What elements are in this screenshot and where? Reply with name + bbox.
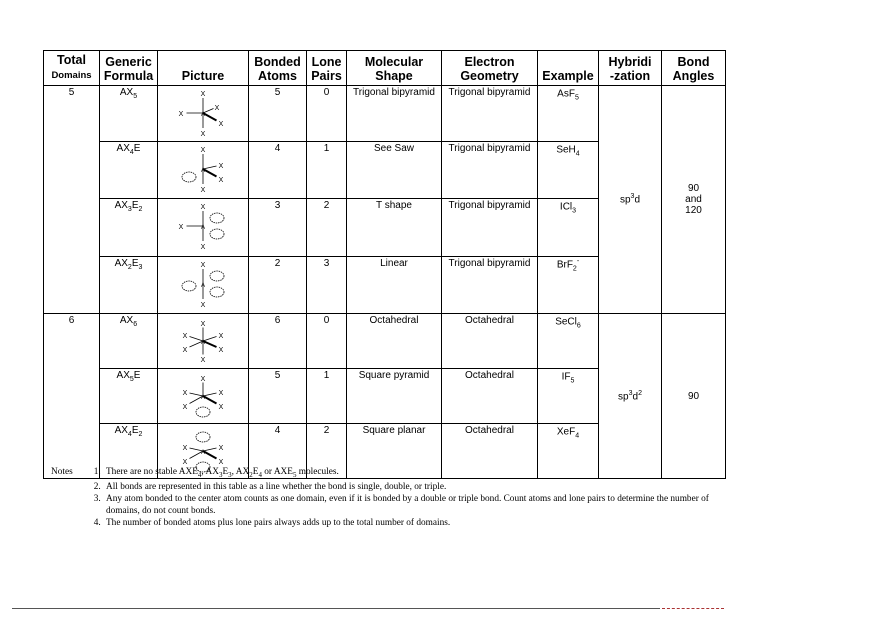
electron-geometry: Trigonal bipyramid [442, 142, 538, 199]
svg-text:X: X [218, 177, 224, 184]
header-line1: Generic [105, 55, 152, 69]
formula-sub: 6 [133, 321, 138, 328]
header-line2: Geometry [460, 69, 519, 83]
molecule-picture [158, 199, 249, 257]
svg-text:X: X [218, 347, 224, 354]
molecule-picture [158, 86, 249, 142]
example [538, 257, 599, 314]
header-line2: Formula [103, 69, 154, 83]
svg-text:X: X [218, 445, 224, 452]
hybrid-sup: 2 [638, 389, 642, 397]
column-header [662, 51, 726, 86]
formula-sub: 5 [133, 93, 138, 100]
total-domains: 6 [44, 314, 100, 479]
molecule-tshape-icon [168, 199, 238, 253]
note-sub: 4 [197, 470, 202, 479]
electron-geometry: Octahedral [442, 424, 538, 479]
header-line1: Molecular [364, 55, 424, 69]
note-sub: 5 [292, 470, 297, 479]
bond-angles [662, 86, 726, 314]
svg-text:X: X [182, 445, 188, 452]
svg-text:A: A [200, 340, 206, 346]
molecule-seesaw-icon [168, 142, 238, 196]
formula-sub: 2 [127, 264, 132, 271]
svg-text:X: X [218, 390, 224, 397]
example-part: SeCl [555, 316, 577, 328]
example-sub: 5 [574, 94, 579, 102]
formula-part: AX [116, 143, 130, 154]
footer-rule [12, 608, 660, 609]
svg-text:X: X [182, 404, 188, 411]
svg-text:A: A [200, 395, 206, 401]
formula-sub: 2 [138, 431, 143, 438]
angle-line: 90 [687, 390, 700, 402]
bonded-atoms: 3 [249, 199, 307, 257]
note-3: 3. Any atom bonded to the center atom counts as one domain, even if it is bonded by a double or triple bond. Count atoms and lone pairs to determine the number of domains, do not count bonds. [103, 493, 731, 517]
formula-sub: 3 [127, 206, 132, 213]
column-header [307, 51, 347, 86]
header-row [44, 51, 726, 86]
hybrid-sup: 3 [628, 389, 633, 397]
formula-part: E [131, 425, 139, 436]
svg-text:X: X [182, 390, 188, 397]
svg-text:A: A [200, 225, 206, 231]
electron-geometry: Trigonal bipyramid [442, 86, 538, 142]
note-sub: 4 [258, 470, 262, 479]
note-text: E [252, 467, 259, 477]
electron-geometry: Trigonal bipyramid [442, 199, 538, 257]
formula-part: E [133, 370, 141, 381]
formula-part: E [133, 143, 141, 154]
svg-text:A: A [200, 283, 206, 289]
generic-formula [100, 86, 158, 142]
example-sub: 4 [575, 432, 580, 440]
svg-text:X: X [182, 347, 188, 354]
example [538, 199, 599, 257]
header-line1: Picture [181, 69, 225, 83]
molecule-picture [158, 142, 249, 199]
formula-sub: 4 [127, 431, 132, 438]
svg-text:X: X [200, 262, 206, 269]
svg-text:X: X [200, 91, 206, 98]
note-text: There are no stable AXE [106, 467, 198, 477]
formula-part: AX [119, 315, 134, 326]
svg-text:X: X [218, 333, 224, 340]
header-line2: Shape [375, 69, 413, 83]
header-line2: Atoms [258, 69, 297, 83]
svg-text:X: X [200, 357, 206, 364]
svg-text:X: X [218, 459, 224, 466]
svg-text:X: X [200, 131, 206, 138]
note-4: 4. The number of bonded atoms plus lone pairs always adds up to the total number of domains. [103, 517, 731, 529]
formula-part: AX [114, 200, 128, 211]
header-line1: Example [542, 69, 594, 83]
molecular-shape: Square pyramid [347, 369, 442, 424]
example-part: IF [561, 371, 571, 383]
column-header [249, 51, 307, 86]
example-part: BrF [556, 259, 573, 271]
column-header [100, 51, 158, 86]
note-text: or AXE [261, 467, 293, 477]
lone-pairs: 3 [307, 257, 347, 314]
formula-part: AX [114, 425, 128, 436]
svg-text:A: A [200, 168, 206, 174]
footer-rule-dashed [662, 608, 724, 610]
formula-sub: 4 [129, 149, 134, 156]
bonded-atoms: 2 [249, 257, 307, 314]
lone-pairs: 2 [307, 199, 347, 257]
molecule-picture [158, 314, 249, 369]
note-sub: 3 [218, 470, 223, 479]
example-sub: 3 [572, 207, 577, 215]
molecule-tbp-icon [168, 86, 238, 140]
molecular-shape: Octahedral [347, 314, 442, 369]
example-sub: 2 [572, 265, 577, 273]
electron-geometry: Octahedral [442, 314, 538, 369]
svg-text:X: X [200, 147, 206, 154]
header-line1: Bond [677, 55, 710, 69]
note-1 [103, 466, 731, 481]
molecular-shape: Square planar [347, 424, 442, 479]
example-part: AsF [557, 88, 575, 100]
column-header [158, 51, 249, 86]
note-text: , AX [201, 467, 219, 477]
generic-formula [100, 369, 158, 424]
lone-pairs: 1 [307, 142, 347, 199]
molecular-shape: See Saw [347, 142, 442, 199]
molecule-oct-icon [168, 314, 238, 368]
molecule-sqpyr-icon [168, 369, 238, 423]
svg-text:X: X [200, 376, 206, 383]
svg-text:X: X [178, 111, 184, 118]
notes-label: Notes [51, 467, 73, 477]
bonded-atoms: 4 [249, 142, 307, 199]
molecular-shape: T shape [347, 199, 442, 257]
hybrid-base: sp [619, 194, 631, 206]
column-header [442, 51, 538, 86]
example [538, 369, 599, 424]
lone-pairs: 2 [307, 424, 347, 479]
svg-text:X: X [218, 121, 224, 128]
header-line2: Domains [51, 70, 92, 81]
formula-sub: 2 [138, 206, 143, 213]
column-header [538, 51, 599, 86]
note-sub: 3 [228, 470, 232, 479]
generic-formula [100, 142, 158, 199]
svg-text:X: X [200, 302, 206, 309]
svg-text:A: A [200, 112, 206, 118]
formula-part: AX [116, 370, 130, 381]
generic-formula [100, 199, 158, 257]
angle-line: 120 [685, 205, 702, 216]
molecular-shape: Linear [347, 257, 442, 314]
bonded-atoms: 6 [249, 314, 307, 369]
example [538, 86, 599, 142]
molecule-picture [158, 257, 249, 314]
column-header [44, 51, 100, 86]
formula-sub: 5 [129, 376, 134, 383]
note-2: 2. All bonds are represented in this table as a line whether the bond is single, double, or triple. [103, 481, 731, 493]
hybrid-rest: d [634, 194, 641, 206]
generic-formula [100, 257, 158, 314]
formula-part: AX [114, 258, 128, 269]
bond-angles [662, 314, 726, 479]
header-line1: Total [57, 53, 86, 67]
lone-pairs: 0 [307, 314, 347, 369]
table-row [44, 86, 726, 142]
header-line2: Angles [672, 69, 715, 83]
header-line2: -zation [609, 69, 651, 83]
bonded-atoms: 5 [249, 369, 307, 424]
column-header [347, 51, 442, 86]
electron-geometry: Octahedral [442, 369, 538, 424]
svg-text:X: X [218, 163, 224, 170]
example-part: ICl [559, 201, 573, 213]
hybrid-base: sp [618, 391, 629, 403]
example-charge: - [576, 258, 580, 265]
example-sub: 5 [570, 377, 575, 385]
svg-text:X: X [182, 333, 188, 340]
svg-text:X: X [200, 204, 206, 211]
header-line2: Pairs [311, 69, 342, 83]
hybrid-sup: 3 [630, 193, 635, 201]
example-part: SeH [556, 144, 576, 156]
bonded-atoms: 4 [249, 424, 307, 479]
svg-text:X: X [178, 224, 184, 231]
total-domains: 5 [44, 86, 100, 314]
svg-text:X: X [200, 321, 206, 328]
formula-part: AX [119, 87, 134, 98]
svg-text:X: X [214, 105, 220, 112]
formula-part: E [131, 200, 139, 211]
electron-geometry: Trigonal bipyramid [442, 257, 538, 314]
svg-text:X: X [200, 187, 206, 194]
note-text: , AX [231, 467, 250, 477]
hybridization [599, 314, 662, 479]
example [538, 314, 599, 369]
angle-line: 90 [687, 183, 700, 194]
svg-text:X: X [182, 459, 188, 466]
bonded-atoms: 5 [249, 86, 307, 142]
note-text: E [222, 467, 229, 477]
hybridization [599, 86, 662, 314]
svg-text:X: X [218, 404, 224, 411]
header-line1: Electron [464, 55, 515, 69]
header-line1: Hybridi [608, 55, 652, 69]
svg-text:X: X [200, 244, 206, 251]
table-row [44, 314, 726, 369]
molecule-linear-icon [168, 257, 238, 311]
example-sub: 4 [575, 150, 580, 158]
lone-pairs: 1 [307, 369, 347, 424]
molecule-picture [158, 369, 249, 424]
molecular-shape: Trigonal bipyramid [347, 86, 442, 142]
angle-line: and [685, 194, 702, 205]
hybrid-rest: d [632, 391, 639, 403]
svg-text:A: A [200, 450, 206, 456]
example-sub: 6 [576, 322, 581, 330]
formula-sub: 3 [138, 264, 143, 271]
generic-formula [100, 314, 158, 369]
column-header [599, 51, 662, 86]
example [538, 142, 599, 199]
lone-pairs: 0 [307, 86, 347, 142]
note-sub: 2 [249, 470, 253, 479]
example-part: XeF [556, 426, 576, 438]
vsepr-table [43, 50, 726, 479]
header-line1: Bonded [254, 55, 301, 69]
note-text: molecules. [296, 467, 339, 477]
header-line1: Lone [311, 55, 342, 69]
formula-part: E [131, 258, 139, 269]
notes [51, 466, 731, 529]
